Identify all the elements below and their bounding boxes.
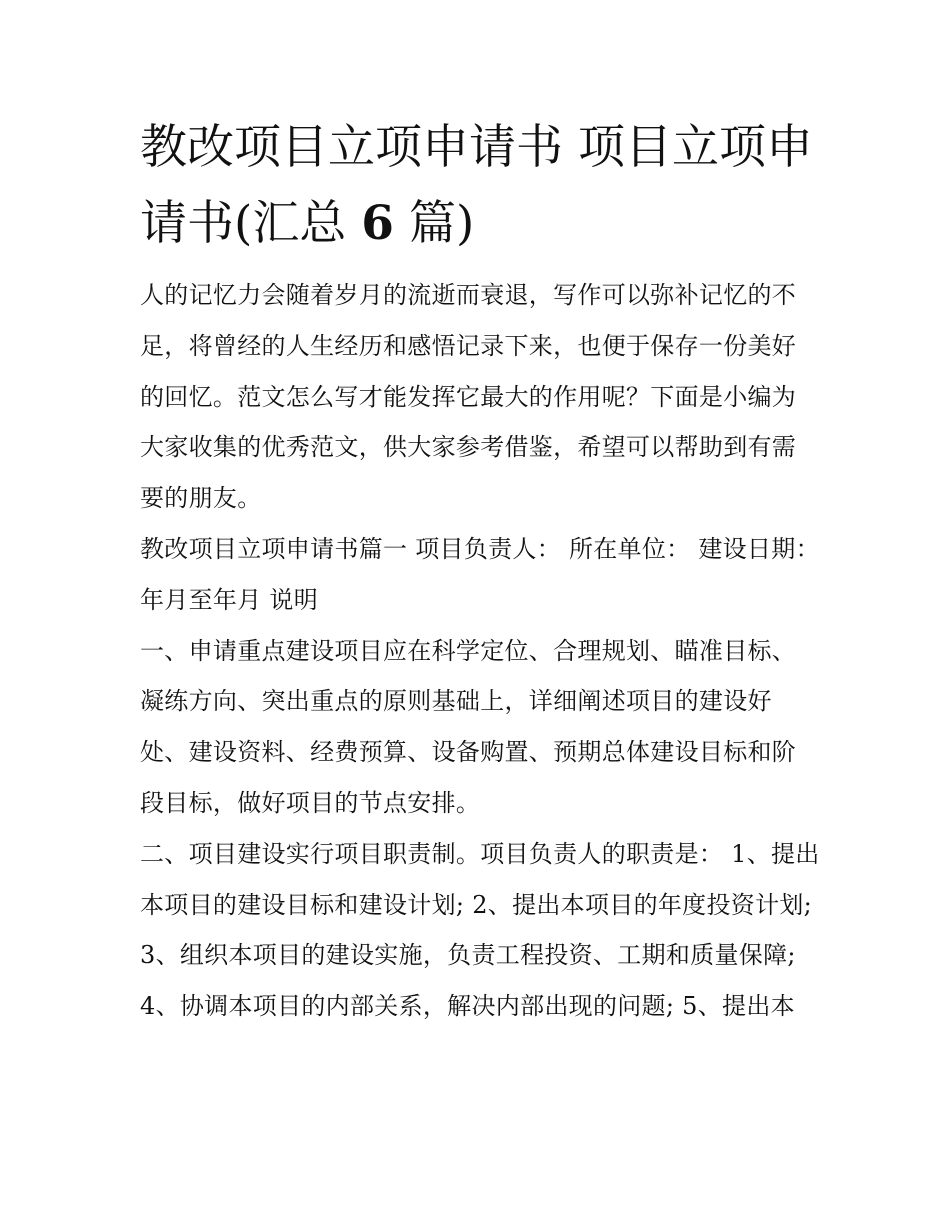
title-text: 教改项目立项申请书 项目立项申请书(汇总	[140, 120, 813, 251]
intro-paragraph: 人的记忆力会随着岁月的流逝而衰退，写作可以弥补记忆的不足，将曾经的人生经历和感悟记录下来，也便于保存一份美好的回忆。范文怎么写才能发挥它最大的作用呢？下面是小编为大家收集的优秀范文，供大家参考借鉴，希望可以帮助到有需要的朋友。	[140, 281, 797, 513]
document-body	[140, 110, 820, 1032]
point-one-paragraph: 一、申请重点建设项目应在科学定位、合理规划、瞄准目标、凝练方向、突出重点的原则基础上，详细阐述项目的建设好处、建设资料、经费预算、设备购置、预期总体建设目标和阶段目标，做好项目的节点安排。	[140, 636, 797, 817]
point-two-paragraph: 二、项目建设实行项目职责制。项目负责人的职责是： 1、提出本项目的建设目标和建设计划; 2、提出本项目的年度投资计划;	[140, 839, 820, 919]
document-title	[140, 110, 820, 262]
section-header-paragraph: 教改项目立项申请书篇一 项目负责人： 所在单位： 建设日期：年月至年月 说明	[140, 534, 820, 614]
title-suffix: 篇)	[408, 196, 475, 251]
title-count: 6	[361, 196, 394, 251]
duties-continued-paragraph: 3、组织本项目的建设实施，负责工程投资、工期和质量保障; 4、协调本项目的内部关系，解决内部出现的问题; 5、提出本	[140, 941, 796, 1021]
